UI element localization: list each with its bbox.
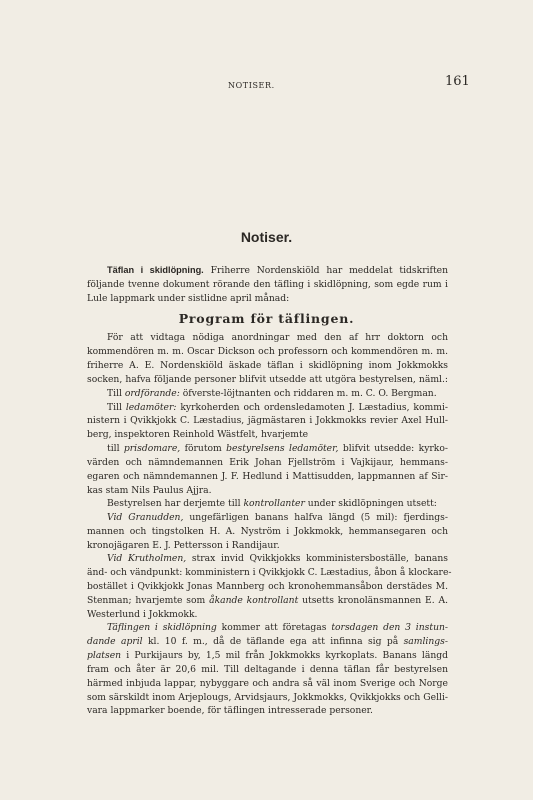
program-paragraph-1: [87, 331, 448, 498]
krutholmen-paragraph: [87, 552, 452, 622]
intro-line-1: Täflan i skidlöpning. Friherre Nordenskiöld har meddelat tidskriften: [107, 265, 448, 276]
p3-line-2: nistern i Qvikkjokk C. Læstadius, jägmästaren i Jokkmokks revier Axel Hull-: [87, 415, 448, 427]
p4-line-4: kas stam Nils Paulus Ajjra.: [87, 484, 212, 496]
p3-line-1: Till ledamöter: kyrkoherden och ordensledamoten J. Læstadius, kommi-: [107, 401, 448, 413]
p7-line-5: Westerlund i Jokkmokk.: [87, 608, 198, 620]
p1-line-3: friherre A. E. Nordenskiöld äskade täflan i skidlöpning inom Jokkmokks: [87, 359, 448, 371]
p3-line-3: berg, inspektoren Reinhold Wästfelt, hvarjemte: [87, 429, 309, 441]
p7-line-2: änd- och vändpunkt: komministern i Qvikkjokk C. Læstadius, åbon å klockare-: [87, 566, 452, 578]
intro-line-3: Lule lappmark under sistlidne april månad:: [87, 292, 290, 304]
p7-line-3: bostället i Qvikkjokk Jonas Mannberg och kronohemmansåbon derstädes M.: [87, 580, 448, 592]
p7-line-1: Vid Krutholmen, strax invid Qvikkjokks komministersboställe, banans: [107, 553, 448, 564]
page-number: 161: [445, 74, 470, 89]
intro-paragraph: [87, 264, 448, 306]
p7-line-4: Stenman; hvarjemte som åkande kontrollant utsetts kronolänsmannen E. A.: [87, 594, 448, 606]
taflingen-paragraph: [87, 621, 448, 718]
p4-line-2: värden och nämndemannen Erik Johan Fjellström i Vajkijaur, hemmans-: [87, 457, 448, 469]
p6-line-3: kronojägaren E. J. Pettersson i Randijaur.: [87, 539, 280, 551]
p8-line-4: fram och åter är 20,6 mil. Till deltagande i denna täflan får bestyrelsen: [87, 663, 448, 675]
p8-line-7: vara lappmarker boende, för täflingen intresserade personer.: [87, 705, 373, 717]
p8-line-3: platsen i Purkijaurs by, 1,5 mil från Jokkmokks kyrkoplats. Banans längd: [87, 649, 448, 661]
intro-heading: Täflan i skidlöpning.: [107, 265, 204, 275]
section-title: Notiser.: [240, 229, 293, 245]
p8-line-2: dande april kl. 10 f. m., då de täflande ega att infinna sig på samlings-: [87, 635, 448, 647]
running-head: NOTISER.: [228, 81, 275, 90]
p8-line-6: som särskildt inom Arjeplougs, Arvidsjaurs, Jokkmokks, Qvikkjokks och Gelli-: [87, 691, 448, 703]
kontrollanter-section: [87, 497, 448, 553]
p6-line-2: mannen och tingstolken H. A. Nyström i Jokkmokk, hemmansegaren och: [87, 525, 448, 537]
p8-line-5: härmed inbjuda lappar, nybyggare och andra så väl inom Sverige och Norge: [87, 677, 448, 689]
p8-line-1: Täflingen i skidlöpning kommer att företagas torsdagen den 3 instun-: [107, 622, 449, 633]
p1-line-1: För att vidtaga nödiga anordningar med den af hrr doktorn och: [107, 332, 448, 343]
p1-line-2: kommendören m. m. Oscar Dickson och professorn och kommendören m. m.: [87, 345, 448, 357]
p2-line: Till ordförande: öfverste-löjtnanten och riddaren m. m. C. O. Bergman.: [107, 387, 437, 399]
program-title: Program för täflingen.: [178, 311, 355, 326]
p5-line: Bestyrelsen har derjemte till kontrollanter under skidlöpningen utsett:: [107, 498, 437, 509]
p1-line-4: socken, hafva följande personer blifvit utsedde att utgöra bestyrelsen, näml.:: [87, 373, 448, 385]
p4-line-1: till prisdomare, förutom bestyrelsens ledamöter, blifvit utsedde: kyrko-: [107, 443, 448, 455]
intro-line-2: följande tvenne dokument rörande den täfling i skidlöpning, som egde rum i: [87, 278, 448, 290]
p4-line-3: egaren och nämndemannen J. F. Hedlund i Mattisudden, lappmannen af Sir-: [87, 471, 448, 483]
p6-line-1: Vid Granudden, ungefärligen banans halfva längd (5 mil): fjerdings-: [107, 511, 448, 523]
